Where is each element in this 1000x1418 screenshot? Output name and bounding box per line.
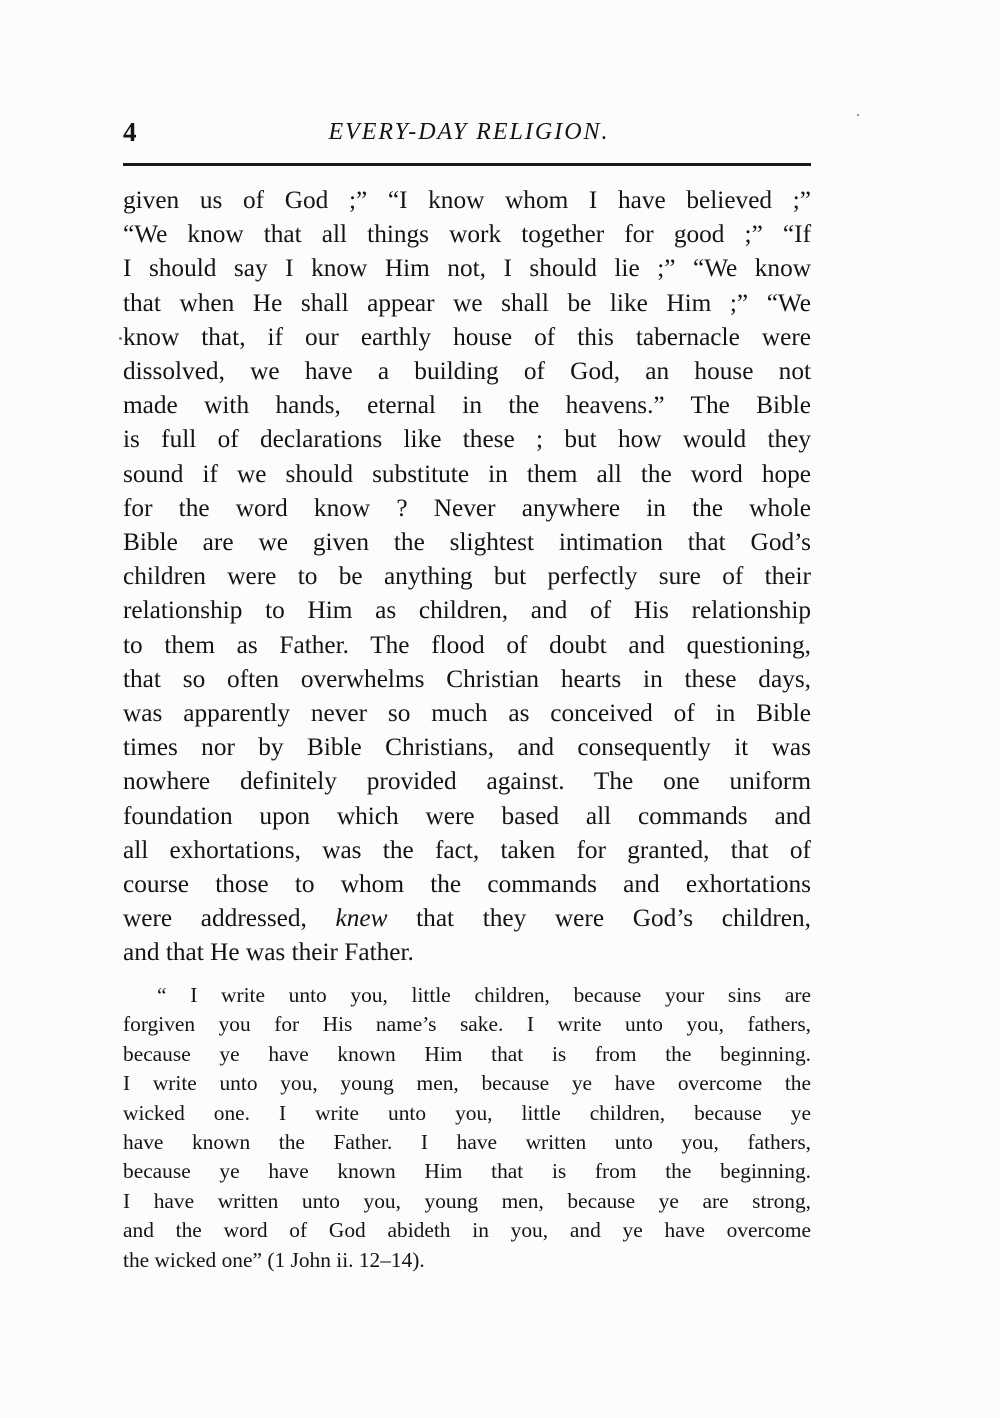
emphasized-word: knew <box>335 904 388 933</box>
body-line: for the word know ? Never anywhere in the whole <box>123 493 811 522</box>
quote-line: the wicked one” (1 John ii. 12–14). <box>123 1247 425 1272</box>
body-line: sound if we should substitute in them all the word hope <box>123 459 811 488</box>
body-line: know that, if our earthly house of this tabernacle were <box>123 322 811 351</box>
body-line-part: that they were God’s children, <box>387 904 811 933</box>
body-line: nowhere definitely provided against. The one uniform <box>123 767 811 796</box>
body-line: I should say I know Him not, I should lie ;” “We know <box>123 254 811 283</box>
body-line: relationship to Him as children, and of His relationship <box>123 596 811 625</box>
quote-line: I have written unto you, young men, because ye are strong, <box>123 1188 811 1213</box>
quote-line: wicked one. I write unto you, little children, because ye <box>123 1100 811 1125</box>
body-paragraph <box>123 183 811 970</box>
print-speck <box>857 114 859 116</box>
body-line: dissolved, we have a building of God, an house not <box>123 357 811 386</box>
body-line: made with hands, eternal in the heavens.” The Bible <box>123 391 811 420</box>
scripture-quotation <box>123 981 811 1275</box>
page-header <box>123 112 811 152</box>
body-line: that so often overwhelms Christian hearts in these days, <box>123 664 811 693</box>
body-line: was apparently never so much as conceived of in Bible <box>123 699 811 728</box>
body-line: Bible are we given the slightest intimation that God’s <box>123 528 811 557</box>
page-number: 4 <box>123 117 137 147</box>
body-line: times nor by Bible Christians, and consequently it was <box>123 733 811 762</box>
body-line-with-emphasis <box>123 901 811 935</box>
body-line: “We know that all things work together for good ;” “If <box>123 220 811 249</box>
quote-line: “ I write unto you, little children, because your sins are <box>157 983 811 1007</box>
body-line: that when He shall appear we shall be like Him ;” “We <box>123 288 811 317</box>
body-line: and that He was their Father. <box>123 938 414 967</box>
running-title: EVERY-DAY RELIGION. <box>328 119 610 145</box>
body-line-part: were addressed, <box>123 904 336 933</box>
body-line: to them as Father. The flood of doubt and questioning, <box>123 630 811 659</box>
print-speck <box>119 337 122 340</box>
body-line: is full of declarations like these ; but how would they <box>123 425 811 454</box>
body-line: given us of God ;” “I know whom I have believed ;” <box>123 186 811 214</box>
header-rule <box>123 163 811 166</box>
quote-line: because ye have known Him that is from the beginning. <box>123 1041 811 1066</box>
body-line: all exhortations, was the fact, taken for granted, that of <box>123 835 811 864</box>
quote-line: forgiven you for His name’s sake. I write unto you, fathers, <box>123 1012 811 1037</box>
quote-line: and the word of God abideth in you, and ye have overcome <box>123 1218 811 1243</box>
body-line: course those to whom the commands and exhortations <box>123 870 811 899</box>
quote-line: I write unto you, young men, because ye have overcome the <box>123 1071 811 1096</box>
quote-line: because ye have known Him that is from the beginning. <box>123 1159 811 1184</box>
quote-line: have known the Father. I have written unto you, fathers, <box>123 1130 811 1155</box>
body-line: foundation upon which were based all commands and <box>123 801 811 830</box>
body-line: children were to be anything but perfectly sure of their <box>123 562 811 591</box>
